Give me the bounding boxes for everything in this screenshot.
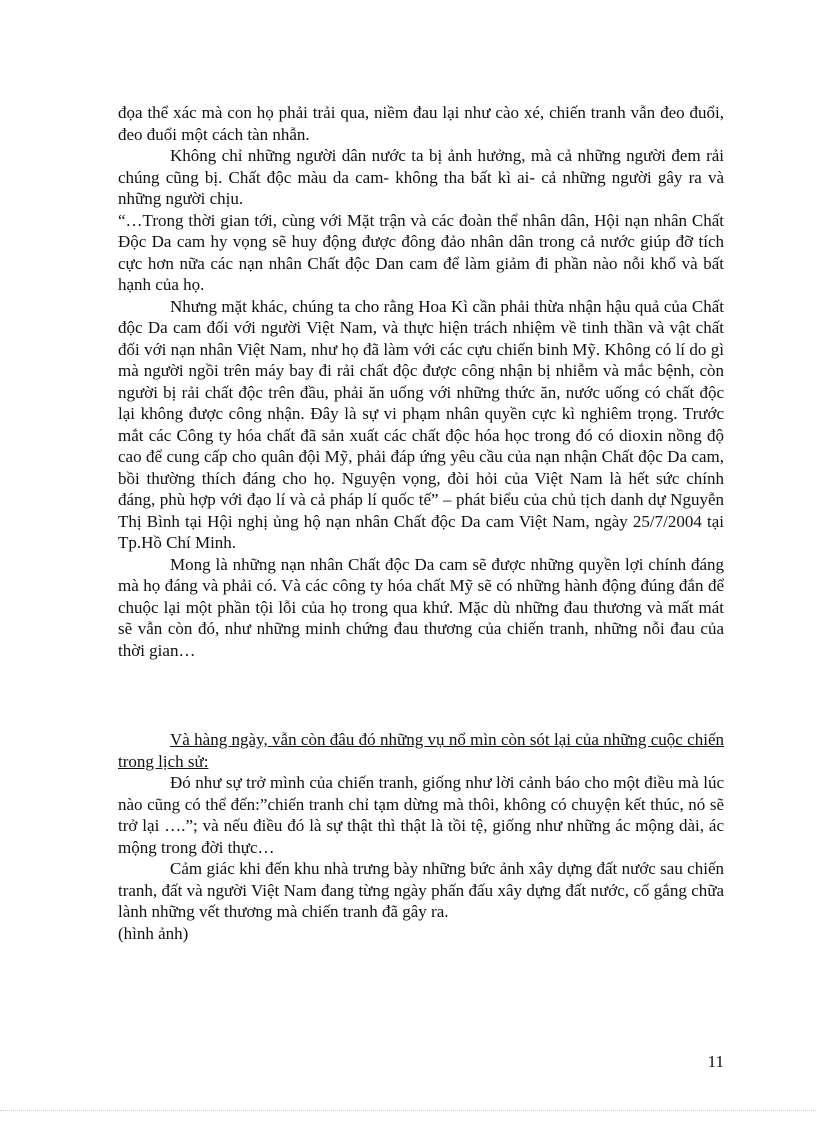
paragraph-agent-orange-victims: Không chỉ những người dân nước ta bị ảnh hưởng, mà cả những người đem rải chúng cũng bị. Chất độc màu da cam- không tha bất kì ai- cả những người gây ra và những người chịu. bbox=[118, 146, 724, 208]
paragraph-continuation: đọa thể xác mà con họ phải trải qua, niềm đau lại như cào xé, chiến tranh vẫn đeo đuổi, đeo đuổi một cách tàn nhẫn. bbox=[118, 103, 724, 144]
paragraph-war-warning: Đó như sự trở mình của chiến tranh, giống như lời cảnh báo cho một điều mà lúc nào cũng có thể đến:”chiến tranh chỉ tạm dừng mà thôi, không có chuyện kết thúc, nó sẽ trở lại ….”; và nếu điều đó là sự thật thì thật là tồi tệ, giống như những ác mộng dài, ác mộng trong đời thực… bbox=[118, 773, 724, 857]
paragraph-quote-body: Nhưng mặt khác, chúng ta cho rằng Hoa Kì cần phải thừa nhận hậu quả của Chất độc Da cam đối với người Việt Nam, và thực hiện trách nhiệm về tinh thần và vật chất đối với nạn nhân Việt Nam, như họ đã làm với các cựu chiến binh Mỹ. Không có lí do gì mà người ngồi trên máy bay đi rải chất độc được công nhận bị nhiễm và mắc bệnh, còn người bị rải chất độc trên đầu, phải ăn uống với những thức ăn, nước uống có chất độc lại không được công nhận. Đây là sự vi phạm nhân quyền cực kì nghiêm trọng. Trước mắt các Công ty hóa chất đã sản xuất các chất độc hóa học trong đó có dioxin nồng độ cao để cung cấp cho quân đội Mỹ, phải đáp ứng yêu cầu của nạn nhận Chất độc Da cam, bồi thường thích đáng cho họ. Nguyện vọng, đòi hỏi của Việt Nam là hết sức chính đáng, phù hợp với đạo lí và cả pháp lí quốc tế” – phát biểu của chủ tịch danh dự Nguyễn Thị Bình tại Hội nghị ủng hộ nạn nhân Chất độc Da cam Việt Nam, ngày 25/7/2004 tại Tp.Hồ Chí Minh. bbox=[118, 296, 724, 552]
page-body bbox=[118, 102, 724, 944]
section-heading: Và hàng ngày, vẫn còn đâu đó những vụ nổ mìn còn sót lại của những cuộc chiến trong lịch sử: bbox=[118, 730, 724, 771]
page-bottom-border bbox=[0, 1110, 816, 1111]
paragraph-hope: Mong là những nạn nhân Chất độc Da cam sẽ được những quyền lợi chính đáng mà họ đáng và phải có. Và các công ty hóa chất Mỹ sẽ có những hành động đúng đắn để chuộc lại một phần tội lỗi của họ trong qua khứ. Mặc dù những đau thương và mất mát sẽ vẫn còn đó, như những minh chứng đau thương của chiến tranh, những nỗi đau của thời gian… bbox=[118, 554, 724, 660]
paragraph-exhibition: Cảm giác khi đến khu nhà trưng bày những bức ảnh xây dựng đất nước sau chiến tranh, đất và người Việt Nam đang từng ngày phấn đấu xây dựng đất nước, cố gắng chữa lành những vết thương mà chiến tranh đã gây ra. bbox=[118, 859, 724, 921]
image-placeholder: (hình ảnh) bbox=[118, 923, 189, 943]
page-number: 11 bbox=[707, 1052, 724, 1071]
section-gap bbox=[118, 661, 724, 729]
paragraph-quote-start: “…Trong thời gian tới, cùng với Mặt trận và các đoàn thể nhân dân, Hội nạn nhân Chất Độc Da cam hy vọng sẽ huy động được đông đảo nhân dân trong cả nước giúp đỡ tích cực hơn nữa các nạn nhân Chất độc Dan cam để làm giảm đi phần nào nỗi khổ và bất hạnh của họ. bbox=[118, 210, 724, 294]
